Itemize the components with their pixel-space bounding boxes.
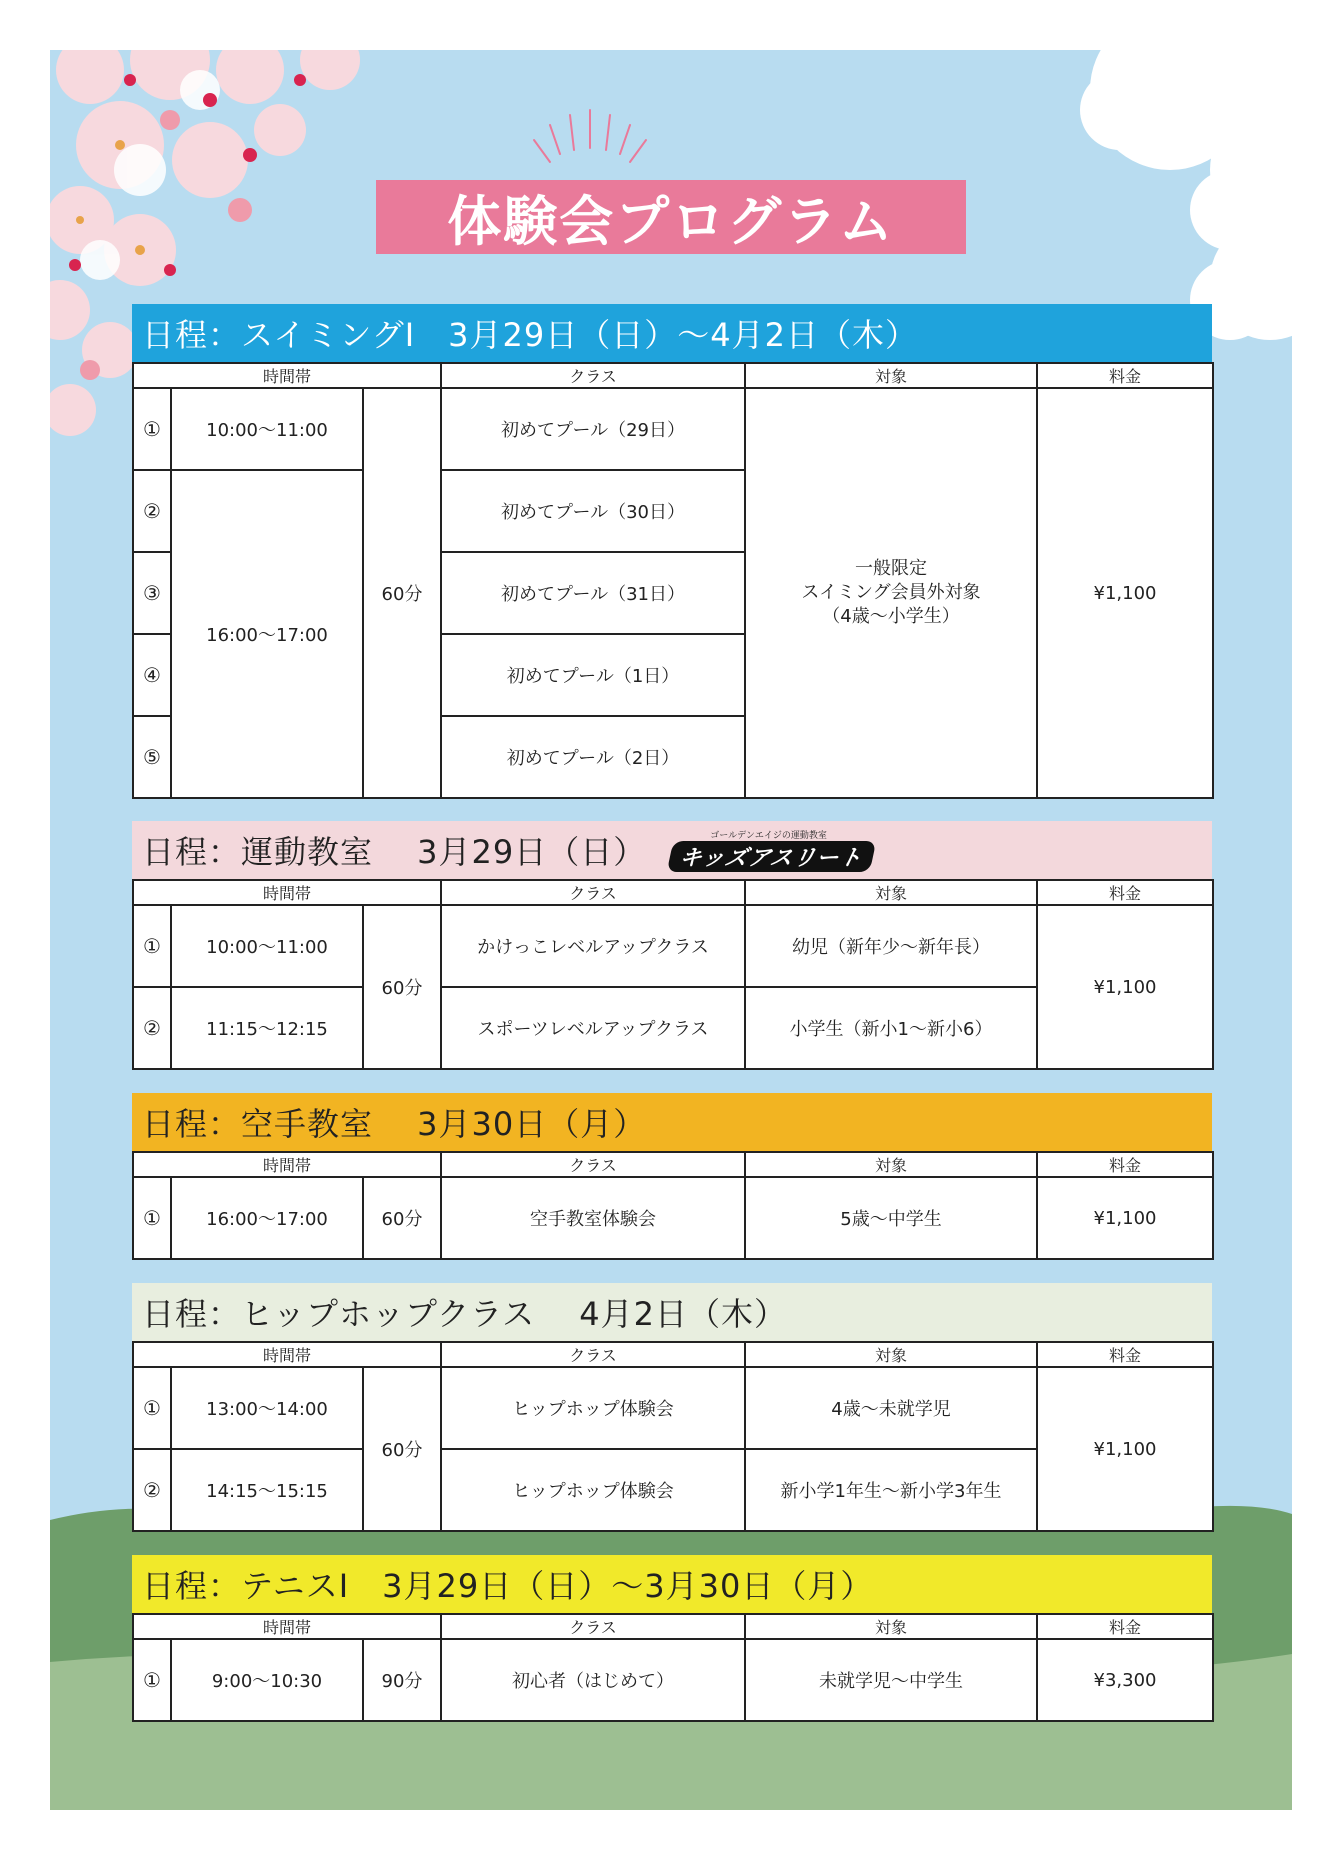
section-header-hiphop (132, 1283, 1212, 1341)
section-header-karate (132, 1093, 1212, 1151)
class-cell: 初めてプール（31日） (441, 552, 745, 634)
duration-cell: 60分 (363, 1367, 441, 1531)
header-target: 対象 (745, 363, 1037, 388)
table-header-row (133, 1614, 1213, 1639)
section-header-tennis (132, 1555, 1212, 1613)
swimming-table (132, 362, 1214, 799)
row-number: ④ (133, 634, 171, 716)
header-class: クラス (441, 880, 745, 905)
tennis-table (132, 1613, 1214, 1722)
class-cell: スポーツレベルアップクラス (441, 987, 745, 1069)
section-header-exercise (132, 821, 1212, 879)
time-cell: 13:00～14:00 (171, 1367, 363, 1449)
time-cell: 14:15～15:15 (171, 1449, 363, 1531)
row-number: ② (133, 987, 171, 1069)
duration-cell: 90分 (363, 1639, 441, 1721)
class-cell: 初めてプール（30日） (441, 470, 745, 552)
hiphop-table (132, 1341, 1214, 1532)
header-class: クラス (441, 1342, 745, 1367)
row-number: ① (133, 905, 171, 987)
section-header-swimming (132, 304, 1212, 362)
time-cell: 16:00～17:00 (171, 470, 363, 798)
fee-cell: ¥1,100 (1037, 1367, 1213, 1531)
header-fee: 料金 (1037, 1614, 1213, 1639)
sparkle-decoration (534, 110, 646, 162)
fee-cell: ¥3,300 (1037, 1639, 1213, 1721)
fee-cell: ¥1,100 (1037, 1177, 1213, 1259)
class-cell: 初めてプール（1日） (441, 634, 745, 716)
target-cell (745, 388, 1037, 798)
header-target: 対象 (745, 880, 1037, 905)
header-target: 対象 (745, 1152, 1037, 1177)
time-cell: 11:15～12:15 (171, 987, 363, 1069)
header-time: 時間帯 (133, 1614, 441, 1639)
header-time: 時間帯 (133, 1152, 441, 1177)
header-target: 対象 (745, 1342, 1037, 1367)
table-row (133, 1639, 1213, 1721)
target-line: （4歳～小学生） (822, 606, 960, 627)
class-cell: 初めてプール（2日） (441, 716, 745, 798)
header-class: クラス (441, 363, 745, 388)
row-number: ① (133, 1367, 171, 1449)
header-class: クラス (441, 1614, 745, 1639)
table-row (133, 388, 1213, 470)
fee-cell: ¥1,100 (1037, 905, 1213, 1069)
target-cell: 小学生（新小1～新小6） (745, 987, 1037, 1069)
karate-table (132, 1151, 1214, 1260)
table-header-row (133, 1342, 1213, 1367)
target-cell: 5歳～中学生 (745, 1177, 1037, 1259)
class-cell: 初めてプール（29日） (441, 388, 745, 470)
duration-cell: 60分 (363, 1177, 441, 1259)
kids-athlete-logo (670, 828, 873, 872)
exercise-table (132, 879, 1214, 1070)
target-line: 一般限定 (855, 558, 927, 579)
poster (50, 50, 1292, 1810)
page-title: 体験会プログラム (447, 189, 895, 253)
table-header-row (133, 1152, 1213, 1177)
table-row (133, 1367, 1213, 1449)
class-cell: ヒップホップ体験会 (441, 1367, 745, 1449)
time-cell: 9:00～10:30 (171, 1639, 363, 1721)
row-number: ⑤ (133, 716, 171, 798)
header-fee: 料金 (1037, 1152, 1213, 1177)
time-cell: 10:00～11:00 (171, 388, 363, 470)
section-title: 日程：ヒップホップクラス 4月2日（木） (142, 1295, 788, 1333)
table-row (133, 905, 1213, 987)
class-cell: ヒップホップ体験会 (441, 1449, 745, 1531)
table-header-row (133, 363, 1213, 388)
target-cell: 新小学1年生～新小学3年生 (745, 1449, 1037, 1531)
row-number: ② (133, 1449, 171, 1531)
row-number: ③ (133, 552, 171, 634)
title-banner (376, 180, 966, 254)
class-cell: 空手教室体験会 (441, 1177, 745, 1259)
duration-cell: 60分 (363, 388, 441, 798)
table-header-row (133, 880, 1213, 905)
header-fee: 料金 (1037, 363, 1213, 388)
header-target: 対象 (745, 1614, 1037, 1639)
target-cell: 未就学児～中学生 (745, 1639, 1037, 1721)
section-title: 日程：空手教室 3月30日（月） (142, 1105, 647, 1143)
header-time: 時間帯 (133, 1342, 441, 1367)
class-cell: かけっこレベルアップクラス (441, 905, 745, 987)
row-number: ① (133, 1177, 171, 1259)
table-row (133, 1177, 1213, 1259)
duration-cell: 60分 (363, 905, 441, 1069)
section-title: 日程：運動教室 3月29日（日） (142, 833, 647, 871)
header-fee: 料金 (1037, 880, 1213, 905)
logo-title: キッズアスリート (667, 841, 876, 872)
header-time: 時間帯 (133, 880, 441, 905)
fee-cell: ¥1,100 (1037, 388, 1213, 798)
class-cell: 初心者（はじめて） (441, 1639, 745, 1721)
time-cell: 16:00～17:00 (171, 1177, 363, 1259)
header-time: 時間帯 (133, 363, 441, 388)
target-cell: 幼児（新年少～新年長） (745, 905, 1037, 987)
row-number: ① (133, 388, 171, 470)
header-fee: 料金 (1037, 1342, 1213, 1367)
section-title: 日程：テニスⅠ 3月29日（日）～3月30日（月） (142, 1567, 874, 1605)
row-number: ② (133, 470, 171, 552)
header-class: クラス (441, 1152, 745, 1177)
time-cell: 10:00～11:00 (171, 905, 363, 987)
target-line: スイミング会員外対象 (801, 582, 981, 603)
section-title: 日程：スイミングⅠ 3月29日（日）～4月2日（木） (142, 316, 918, 354)
cloud-decoration (1080, 50, 1292, 340)
row-number: ① (133, 1639, 171, 1721)
logo-subtitle: ゴールデンエイジの運動教室 (710, 831, 827, 841)
target-cell: 4歳～未就学児 (745, 1367, 1037, 1449)
